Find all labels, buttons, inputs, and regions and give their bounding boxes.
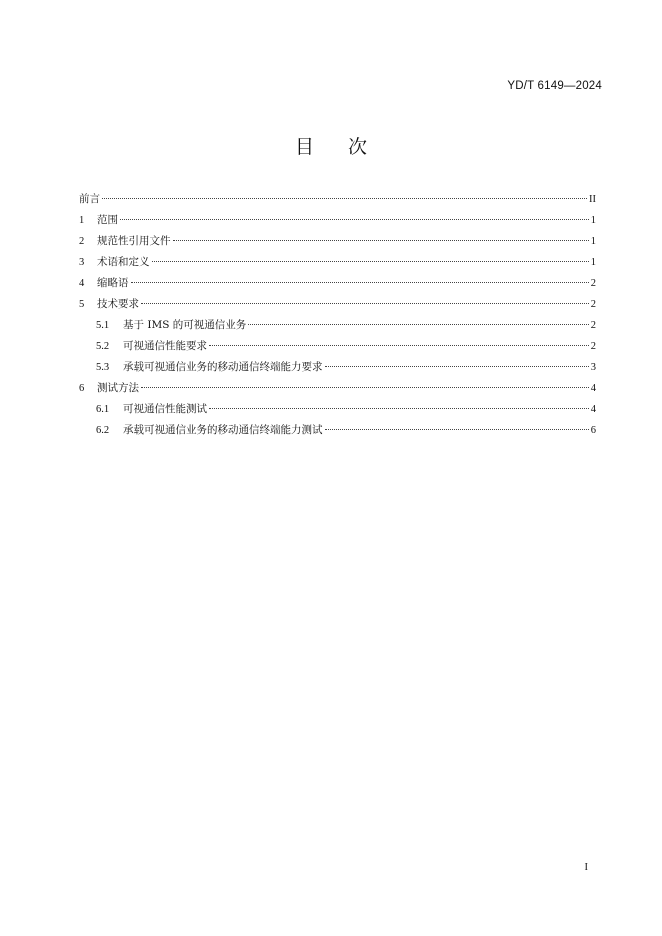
toc-entry-5-2[interactable] [79,336,596,357]
toc-entry-label: 承载可视通信业务的移动通信终端能力测试 [123,424,323,436]
toc-entry-foreword[interactable] [79,189,596,210]
toc-entry-number: 4 [79,278,85,289]
toc-title [0,132,662,159]
toc-entry-6-1[interactable] [79,399,596,420]
toc-entry-number: 5 [79,299,85,310]
toc-entry-page: 1 [590,215,596,226]
toc-entry-page: 2 [590,299,596,310]
toc-entry-label: 术语和定义 [97,256,150,268]
toc-entry-number: 5.2 [96,341,110,352]
toc-entry-4[interactable] [79,273,596,294]
table-of-contents [79,189,596,441]
toc-dot-leader [141,303,589,304]
toc-entry-1[interactable] [79,210,596,231]
toc-entry-page: 2 [590,341,596,352]
toc-entry-page: 3 [590,362,596,373]
toc-entry-3[interactable] [79,252,596,273]
toc-entry-number: 6.2 [96,425,110,436]
toc-entry-label: 基于 IMS 的可视通信业务 [123,319,247,331]
toc-entry-5-3[interactable] [79,357,596,378]
toc-entry-number: 5.3 [96,362,110,373]
toc-entry-page: 4 [590,383,596,394]
toc-title-char-2: 次 [348,136,368,158]
toc-entry-label: 规范性引用文件 [97,235,171,247]
toc-dot-leader [325,429,589,430]
toc-entry-number: 6 [79,383,85,394]
toc-entry-page: II [589,194,596,205]
toc-entry-label: 承载可视通信业务的移动通信终端能力要求 [123,361,323,373]
toc-entry-5[interactable] [79,294,596,315]
toc-entry-label: 可视通信性能测试 [123,403,207,415]
toc-entry-page: 2 [590,278,596,289]
toc-entry-page: 1 [590,257,596,268]
toc-entry-page: 2 [590,320,596,331]
toc-entry-2[interactable] [79,231,596,252]
toc-entry-6[interactable] [79,378,596,399]
toc-entry-number: 6.1 [96,404,110,415]
toc-entry-label: 前言 [79,193,100,205]
toc-entry-number: 1 [79,215,85,226]
page-folio: I [584,862,588,873]
toc-entry-page: 4 [590,404,596,415]
toc-dot-leader [248,324,588,325]
toc-entry-label: 技术要求 [97,298,139,310]
toc-entry-number: 2 [79,236,85,247]
toc-entry-5-1[interactable] [79,315,596,336]
standard-number: YD/T 6149—2024 [507,80,602,92]
toc-entry-page: 6 [590,425,596,436]
toc-entry-number: 5.1 [96,320,110,331]
toc-dot-leader [173,240,589,241]
toc-entry-page: 1 [590,236,596,247]
toc-entry-label: 测试方法 [97,382,139,394]
toc-dot-leader [141,387,589,388]
toc-entry-label: 缩略语 [97,277,129,289]
toc-dot-leader [209,345,589,346]
toc-entry-number: 3 [79,257,85,268]
toc-dot-leader [152,261,589,262]
toc-entry-label: 范围 [97,214,118,226]
toc-dot-leader [131,282,589,283]
toc-entry-6-2[interactable] [79,420,596,441]
toc-entry-label: 可视通信性能要求 [123,340,207,352]
toc-dot-leader [120,219,589,220]
toc-title-char-1: 目 [294,136,314,158]
toc-dot-leader [325,366,589,367]
toc-dot-leader [102,198,587,199]
toc-dot-leader [209,408,589,409]
